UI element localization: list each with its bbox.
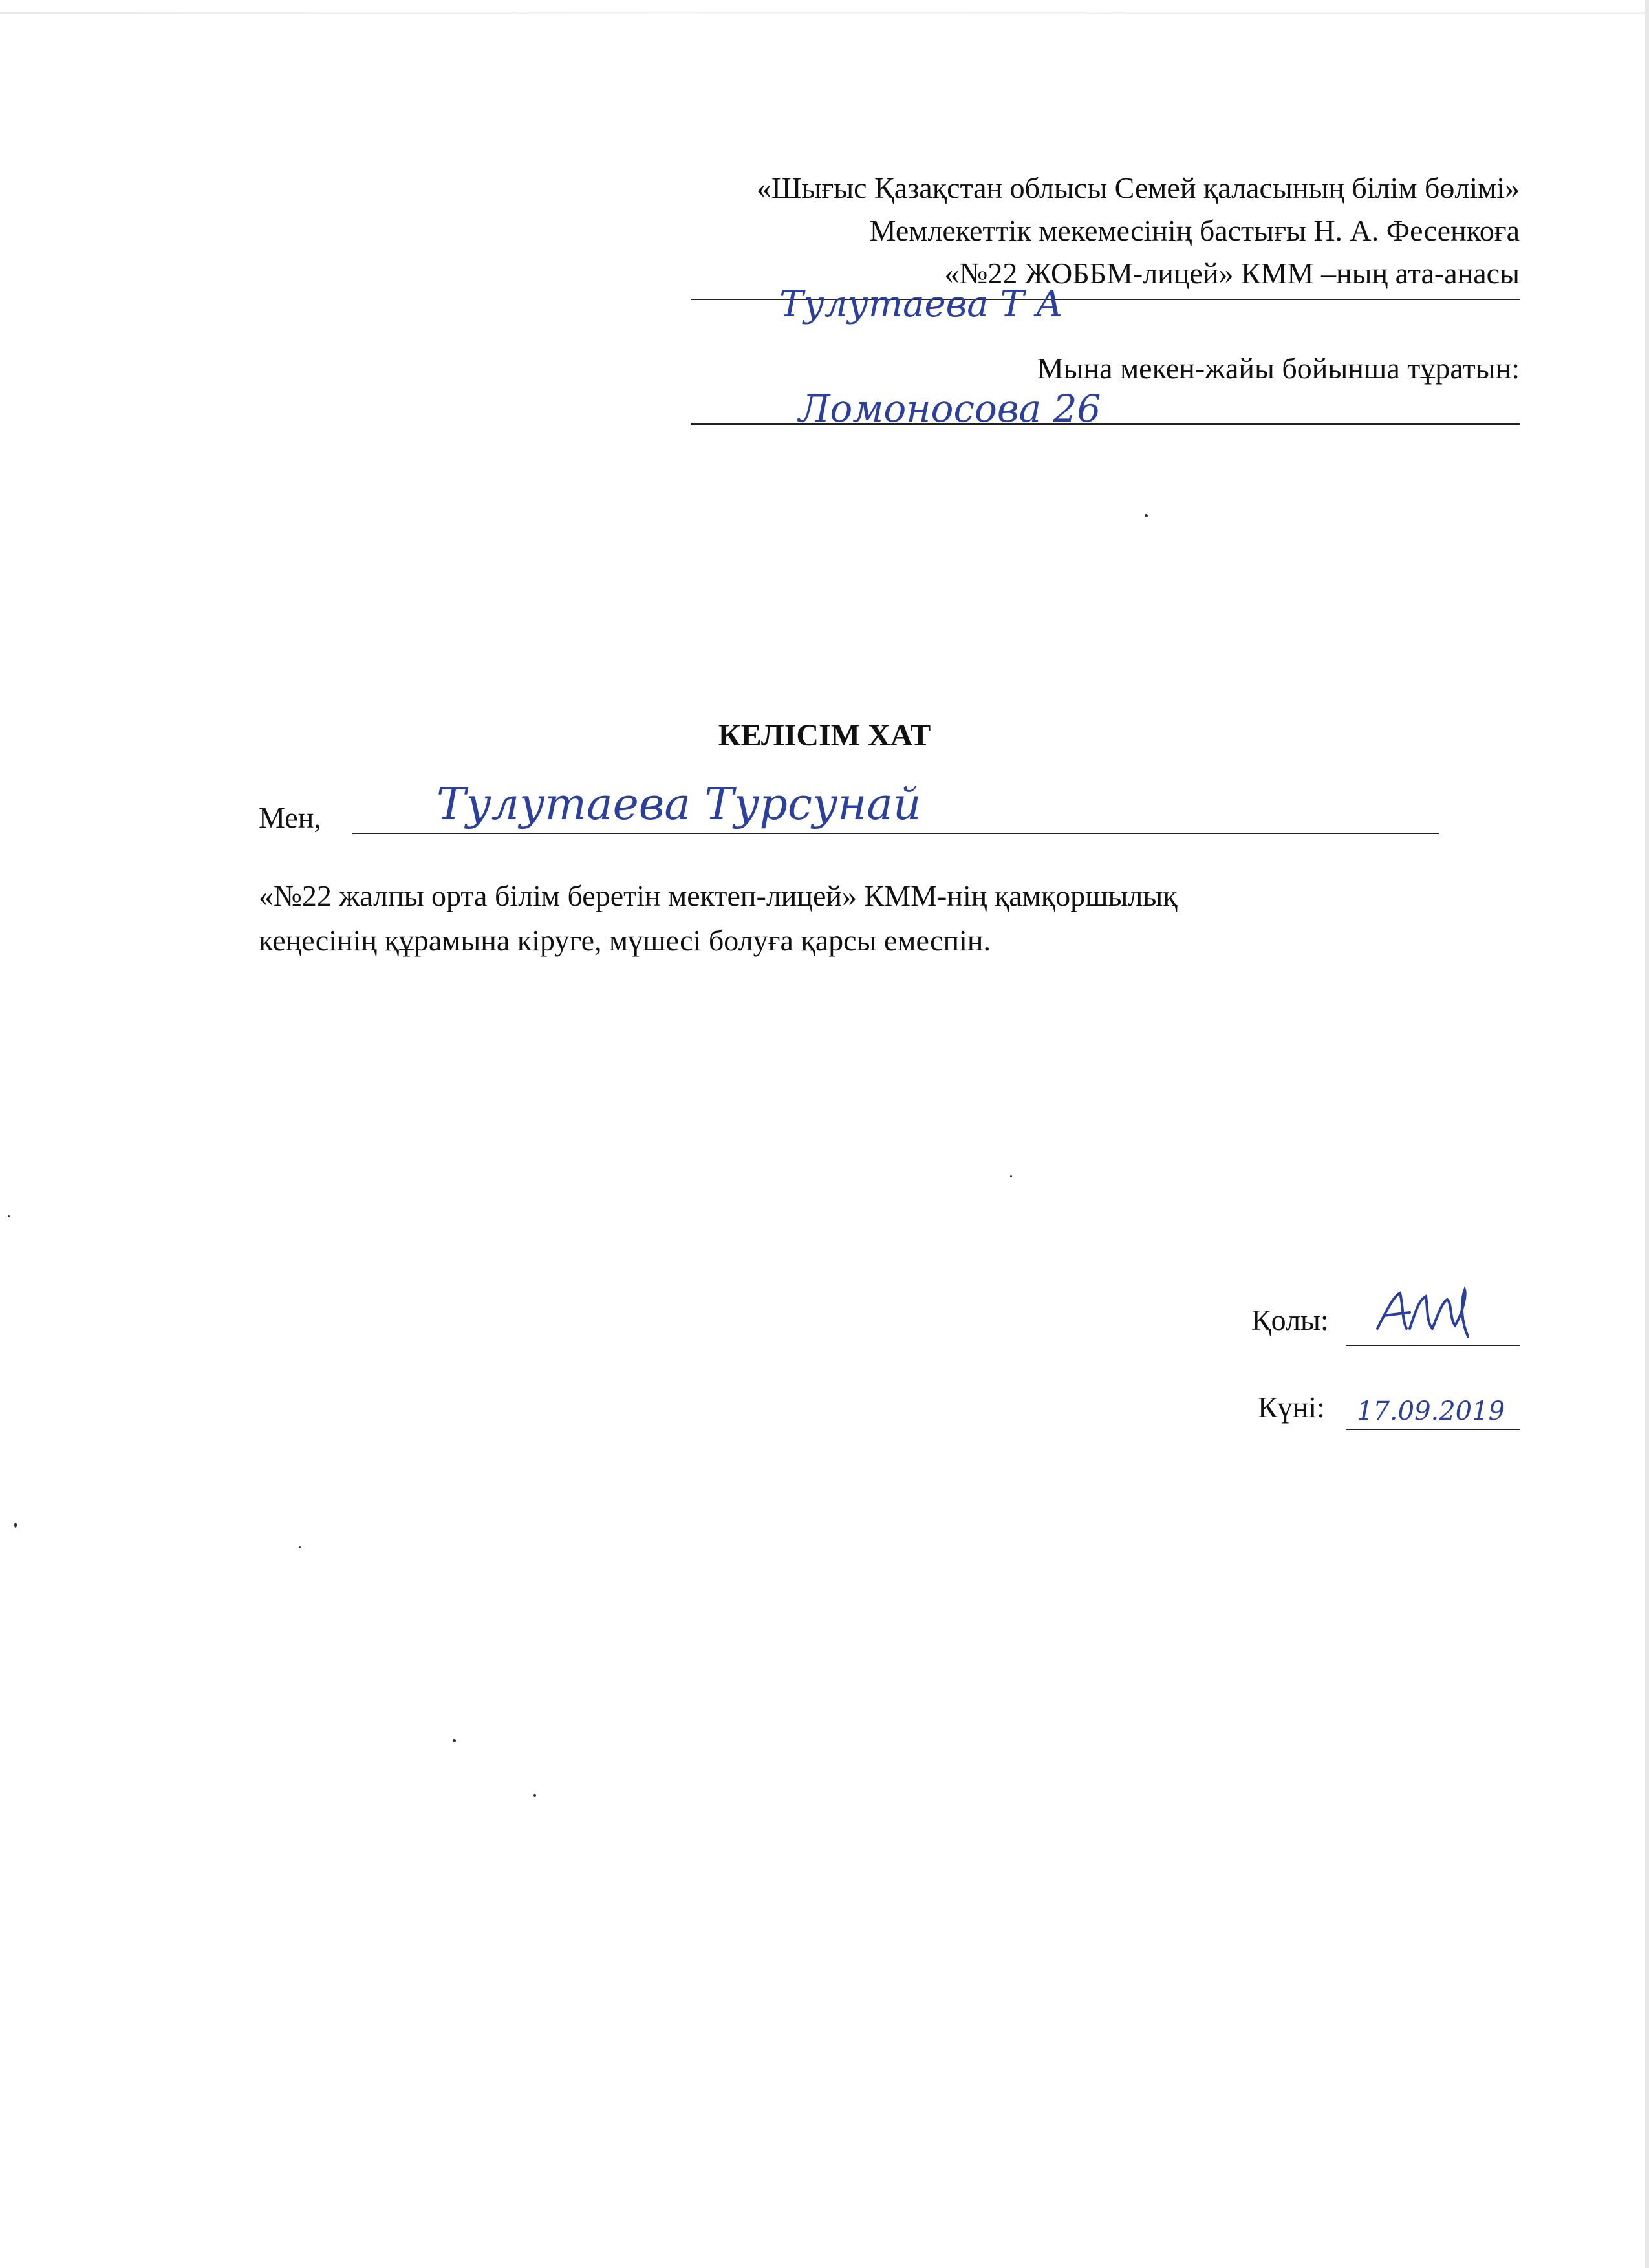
handwritten-signature [1371, 1283, 1474, 1342]
speck [299, 1546, 301, 1548]
address-handwritten: Ломоносова 26 [799, 387, 1101, 431]
speck [8, 1215, 10, 1217]
document-title: КЕЛІСІМ ХАТ [718, 718, 931, 753]
speck [1145, 514, 1148, 517]
declarant-name-field[interactable] [352, 833, 1439, 834]
statement-intro: Мен, [259, 801, 321, 834]
scan-right-edge [1645, 0, 1649, 2268]
speck [453, 1739, 456, 1742]
scan-edge-line [0, 12, 1649, 14]
address-label: Мына мекен-жайы бойынша тұратын: [1037, 352, 1520, 385]
recipient-line-3: «№22 ЖОББМ-лицей» КММ –ның ата-анасы [944, 257, 1520, 290]
date-field[interactable] [1346, 1429, 1520, 1430]
date-label: Күні: [1258, 1391, 1325, 1424]
signature-field[interactable] [1346, 1345, 1520, 1346]
speck [1010, 1175, 1012, 1177]
speck [14, 1523, 17, 1528]
statement-line-2: кеңесінің құрамына кіруге, мүшесі болуға қарсы емеспін. [259, 924, 991, 957]
declarant-name-handwritten: Тулутаева Турсунай [436, 779, 921, 830]
signature-label: Қолы: [1251, 1303, 1329, 1336]
speck [534, 1794, 536, 1797]
recipient-line-1: «Шығыс Қазақстан облысы Семей қаласының білім бөлімі» [757, 171, 1520, 204]
parent-name-handwritten: Тулутаева Т А [779, 283, 1063, 325]
date-handwritten: 17.09.2019 [1357, 1396, 1505, 1426]
recipient-line-2: Мемлекеттік мекемесінің бастығы Н. А. Фесенкоға [869, 214, 1520, 247]
statement-line-1: «№22 жалпы орта білім беретін мектеп-лицей» КММ-нің қамқоршылық [259, 879, 1178, 912]
